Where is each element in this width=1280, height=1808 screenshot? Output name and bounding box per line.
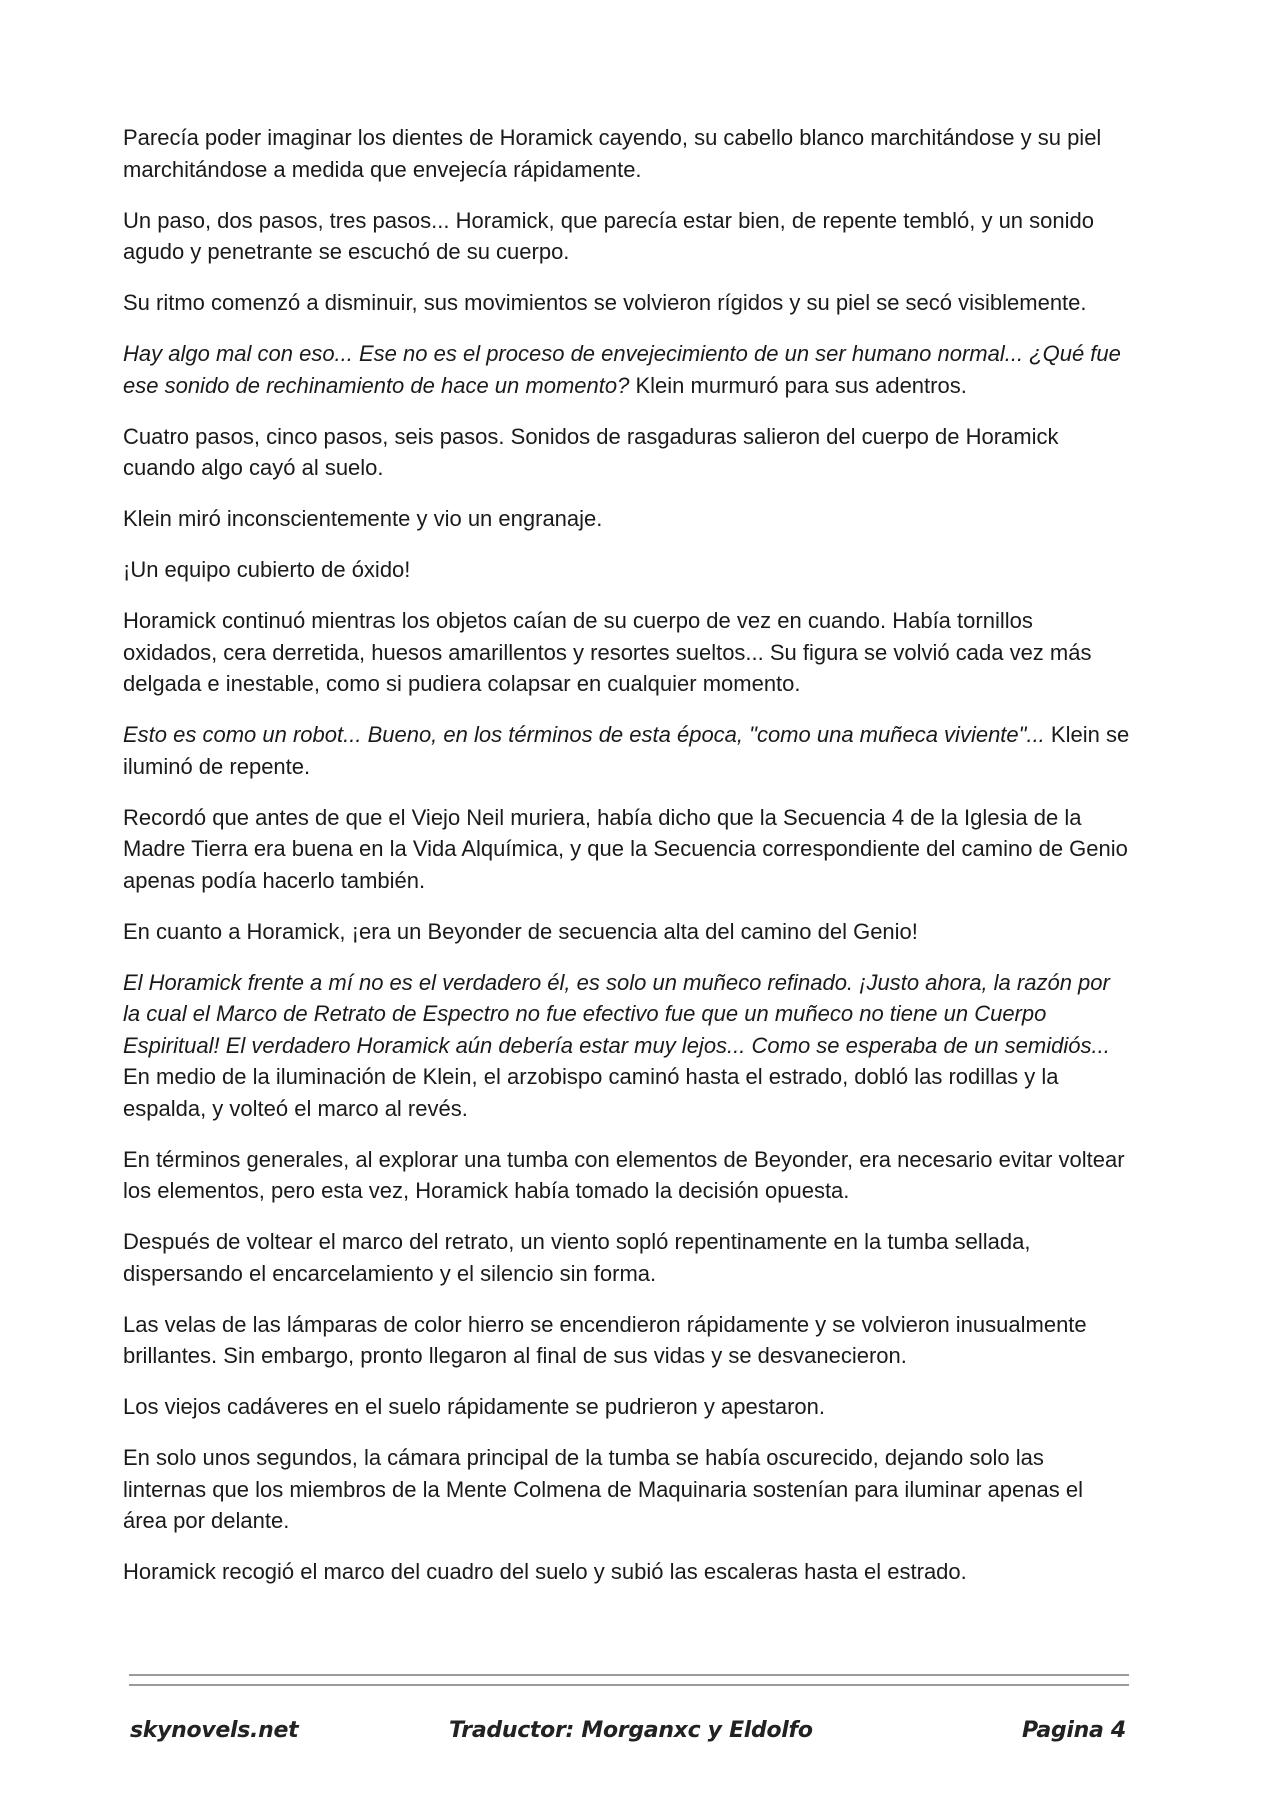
- paragraph: [123, 554, 1133, 586]
- footer-page-number: Pagina 4: [1022, 1718, 1126, 1743]
- paragraph: [123, 1391, 1133, 1423]
- paragraph-text: Recordó que antes de que el Viejo Neil muriera, había dicho que la Secuencia 4 de la Iglesia de la Madre Tierra era buena en la Vida Alquímica, y que la Secuencia correspondiente del camino de Genio apenas podía hacerlo también.: [123, 804, 1128, 893]
- paragraph: [123, 802, 1133, 897]
- paragraph: [123, 1442, 1133, 1537]
- paragraph-text: Parecía poder imaginar los dientes de Horamick cayendo, su cabello blanco marchitándose y su piel marchitándose a medida que envejecía rápidamente.: [123, 125, 1102, 182]
- paragraph-text: Las velas de las lámparas de color hierro se encendieron rápidamente y se volvieron inusualmente brillantes. Sin embargo, pronto llegaron al final de sus vidas y se desvanecieron.: [123, 1311, 1087, 1368]
- paragraph: [123, 287, 1133, 319]
- paragraph-text: Klein miró inconscientemente y vio un engranaje.: [123, 506, 603, 531]
- paragraph: [123, 503, 1133, 535]
- paragraph: [123, 421, 1133, 484]
- paragraph: [123, 122, 1133, 185]
- paragraph-text: En términos generales, al explorar una tumba con elementos de Beyonder, era necesario evitar voltear los elementos, pero esta vez, Horamick había tomado la decisión opuesta.: [123, 1146, 1125, 1203]
- footer-divider-bottom: [129, 1684, 1129, 1686]
- italic-thought-text: Esto es como un robot... Bueno, en los términos de esta época, "como una muñeca viviente"...: [123, 722, 1045, 747]
- chapter-body: [123, 122, 1133, 1607]
- paragraph: [123, 338, 1133, 401]
- paragraph-text: En medio de la iluminación de Klein, el arzobispo caminó hasta el estrado, dobló las rodillas y la espalda, y volteó el marco al revés.: [123, 1064, 1059, 1121]
- paragraph-text: ¡Un equipo cubierto de óxido!: [123, 557, 411, 582]
- paragraph-text: En solo unos segundos, la cámara principal de la tumba se había oscurecido, dejando solo las linternas que los miembros de la Mente Colmena de Maquinaria sostenían para iluminar apenas el área por delante.: [123, 1445, 1083, 1533]
- paragraph-text: Después de voltear el marco del retrato, un viento sopló repentinamente en la tumba sellada, dispersando el encarcelamiento y el silencio sin forma.: [123, 1229, 1031, 1286]
- footer-divider-top: [129, 1674, 1129, 1676]
- paragraph-text: Horamick continuó mientras los objetos caían de su cuerpo de vez en cuando. Había tornillos oxidados, cera derretida, huesos amarillentos y resortes sueltos... Su figura se volvió cada vez más delgada e inestable, como si pudiera colapsar en cualquier momento.: [123, 608, 1092, 696]
- paragraph-text: Su ritmo comenzó a disminuir, sus movimientos se volvieron rígidos y su piel se secó visiblemente.: [123, 290, 1087, 315]
- italic-thought-text: El Horamick frente a mí no es el verdadero él, es solo un muñeco refinado. ¡Justo ahora, la razón por la cual el Marco de Retrato de Espectro no fue efectivo fue que un muñeco no tiene un Cuerpo Espiritual! El verdadero Horamick aún debería estar muy lejos... Como se esperaba de un semidiós...: [123, 969, 1110, 1058]
- paragraph: [123, 967, 1133, 1125]
- paragraph-text: Klein murmuró para sus adentros.: [629, 372, 967, 398]
- paragraph: [123, 605, 1133, 700]
- paragraph-text: Un paso, dos pasos, tres pasos... Horamick, que parecía estar bien, de repente tembló, y un sonido agudo y penetrante se escuchó de su cuerpo.: [123, 207, 1094, 264]
- paragraph: [123, 1144, 1133, 1207]
- footer-translator: Traductor: Morganxc y Eldolfo: [449, 1718, 813, 1743]
- footer-site: skynovels.net: [130, 1718, 299, 1743]
- paragraph: [123, 916, 1133, 948]
- paragraph: [123, 1556, 1133, 1588]
- italic-thought-text: Hay algo mal con eso... Ese no es el proceso de envejecimiento de un ser humano normal... ¿Qué fue ese sonido de rechinamiento de hace un momento?: [123, 341, 1121, 398]
- paragraph: [123, 1309, 1133, 1372]
- paragraph-text: Los viejos cadáveres en el suelo rápidamente se pudrieron y apestaron.: [123, 1394, 825, 1419]
- paragraph-text: Cuatro pasos, cinco pasos, seis pasos. Sonidos de rasgaduras salieron del cuerpo de Horamick cuando algo cayó al suelo.: [123, 423, 1059, 480]
- paragraph: [123, 1226, 1133, 1289]
- paragraph: [123, 205, 1133, 268]
- paragraph: [123, 719, 1133, 782]
- paragraph-text: Horamick recogió el marco del cuadro del suelo y subió las escaleras hasta el estrado.: [123, 1559, 967, 1584]
- paragraph-text: En cuanto a Horamick, ¡era un Beyonder de secuencia alta del camino del Genio!: [123, 918, 918, 944]
- paragraph-text: Klein se iluminó de repente.: [123, 722, 1130, 779]
